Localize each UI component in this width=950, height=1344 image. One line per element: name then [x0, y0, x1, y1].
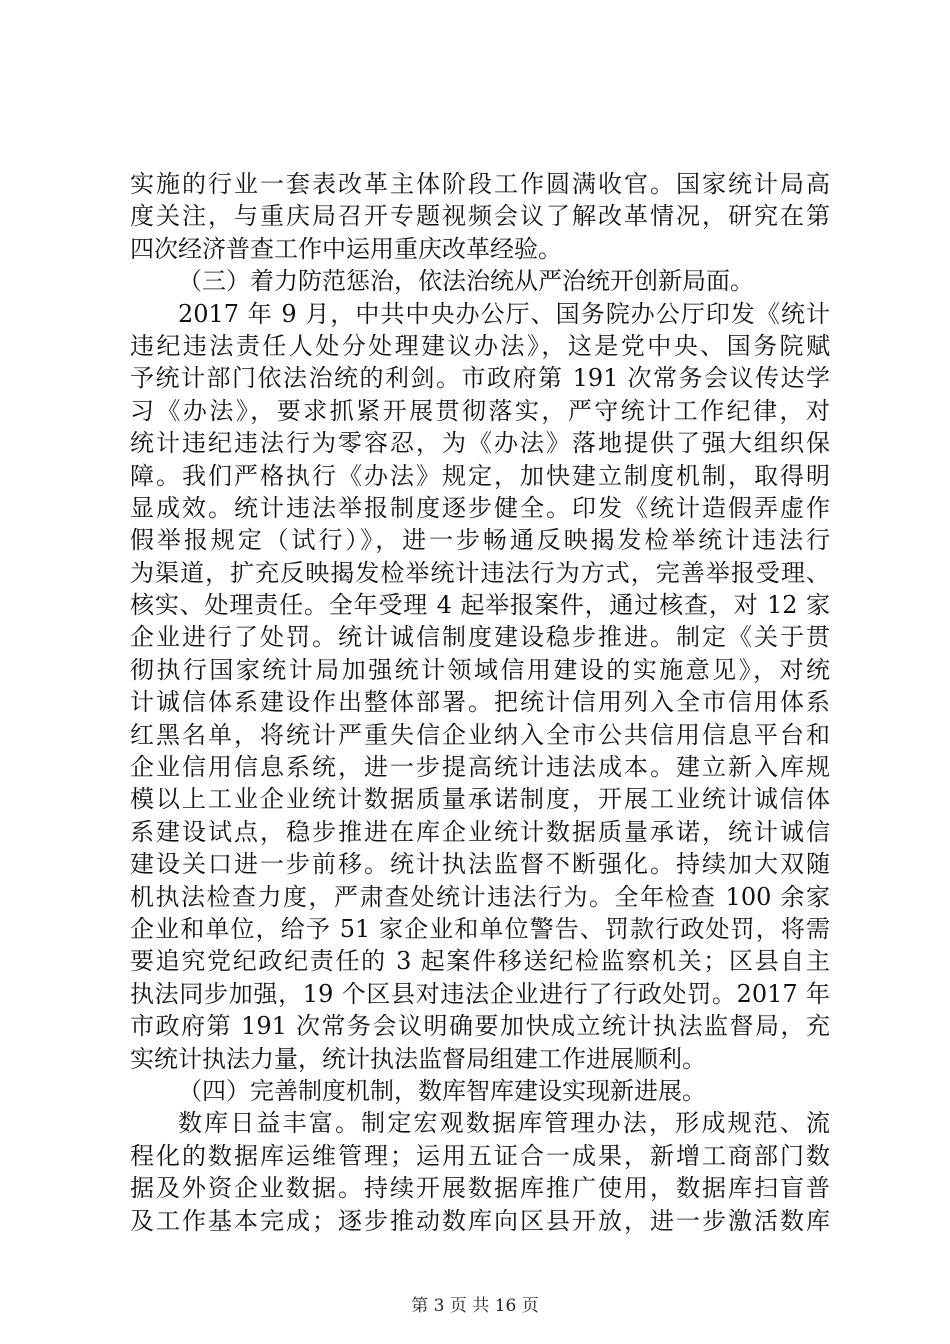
- text-line: 建设关口进一步前移。统计执法监督不断强化。持续加大双随: [130, 850, 830, 879]
- text-line: 程化的数据库运维管理；运用五证合一成果，新增工商部门数: [130, 1141, 830, 1170]
- text-line: 予统计部门依法治统的利剑。市政府第 191 次常务会议传达学: [130, 364, 830, 393]
- text-line: 执法同步加强，19 个区县对违法企业进行了行政处罚。2017 年: [130, 979, 830, 1008]
- text-line: 要追究党纪政纪责任的 3 起案件移送纪检监察机关；区县自主: [130, 947, 830, 976]
- text-line: 2017 年 9 月，中共中央办公厅、国务院办公厅印发《统计: [178, 299, 830, 328]
- text-line: 企业进行了处罚。统计诚信制度建设稳步推进。制定《关于贯: [130, 623, 830, 652]
- text-line: 企业和单位，给予 51 家企业和单位警告、罚款行政处罚，将需: [130, 914, 830, 943]
- text-line: 显成效。统计违法举报制度逐步健全。印发《统计造假弄虚作: [130, 493, 830, 522]
- text-line: 数库日益丰富。制定宏观数据库管理办法，形成规范、流: [178, 1109, 830, 1138]
- text-line: 系建设试点，稳步推进在库企业统计数据质量承诺，统计诚信: [130, 817, 830, 846]
- text-line: 模以上工业企业统计数据质量承诺制度，开展工业统计诚信体: [130, 785, 830, 814]
- text-line: 习《办法》，要求抓紧开展贯彻落实，严守统计工作纪律，对: [130, 396, 830, 425]
- text-line: 障。我们严格执行《办法》规定，加快建立制度机制，取得明: [130, 461, 830, 490]
- text-line: （三）着力防范惩治，依法治统从严治统开创新局面。: [178, 267, 754, 296]
- text-line: 为渠道，扩充反映揭发检举统计违法行为方式，完善举报受理、: [130, 558, 830, 587]
- text-line: 统计违纪违法行为零容忍，为《办法》落地提供了强大组织保: [130, 429, 830, 458]
- body-text: [130, 168, 830, 1237]
- text-line: 红黑名单，将统计严重失信企业纳入全市公共信用信息平台和: [130, 720, 830, 749]
- text-line: 四次经济普查工作中运用重庆改革经验。: [130, 234, 562, 263]
- text-line: 计诚信体系建设作出整体部署。把统计信用列入全市信用体系: [130, 688, 830, 717]
- text-line: 市政府第 191 次常务会议明确要加快成立统计执法监督局，充: [130, 1012, 830, 1041]
- text-line: 彻执行国家统计局加强统计领域信用建设的实施意见》，对统: [130, 655, 830, 684]
- text-line: 假举报规定（试行）》，进一步畅通反映揭发检举统计违法行: [130, 526, 830, 555]
- page-footer: 第 3 页 共 16 页: [411, 1296, 539, 1316]
- text-line: 及工作基本完成；逐步推动数库向区县开放，进一步激活数库: [130, 1206, 830, 1235]
- text-line: （四）完善制度机制，数库智库建设实现新进展。: [178, 1076, 706, 1105]
- text-line: 机执法检查力度，严肃查处统计违法行为。全年检查 100 余家: [130, 882, 830, 911]
- text-line: 实统计执法力量，统计执法监督局组建工作进展顺利。: [130, 1044, 706, 1073]
- text-line: 违纪违法责任人处分处理建议办法》，这是党中央、国务院赋: [130, 331, 830, 360]
- text-line: 核实、处理责任。全年受理 4 起举报案件，通过核查，对 12 家: [130, 591, 830, 620]
- text-line: 度关注，与重庆局召开专题视频会议了解改革情况，研究在第: [130, 202, 830, 231]
- text-line: 实施的行业一套表改革主体阶段工作圆满收官。国家统计局高: [130, 170, 830, 198]
- text-line: 企业信用信息系统，进一步提高统计违法成本。建立新入库规: [130, 753, 830, 782]
- text-line: 据及外资企业数据。持续开展数据库推广使用，数据库扫盲普: [130, 1174, 830, 1203]
